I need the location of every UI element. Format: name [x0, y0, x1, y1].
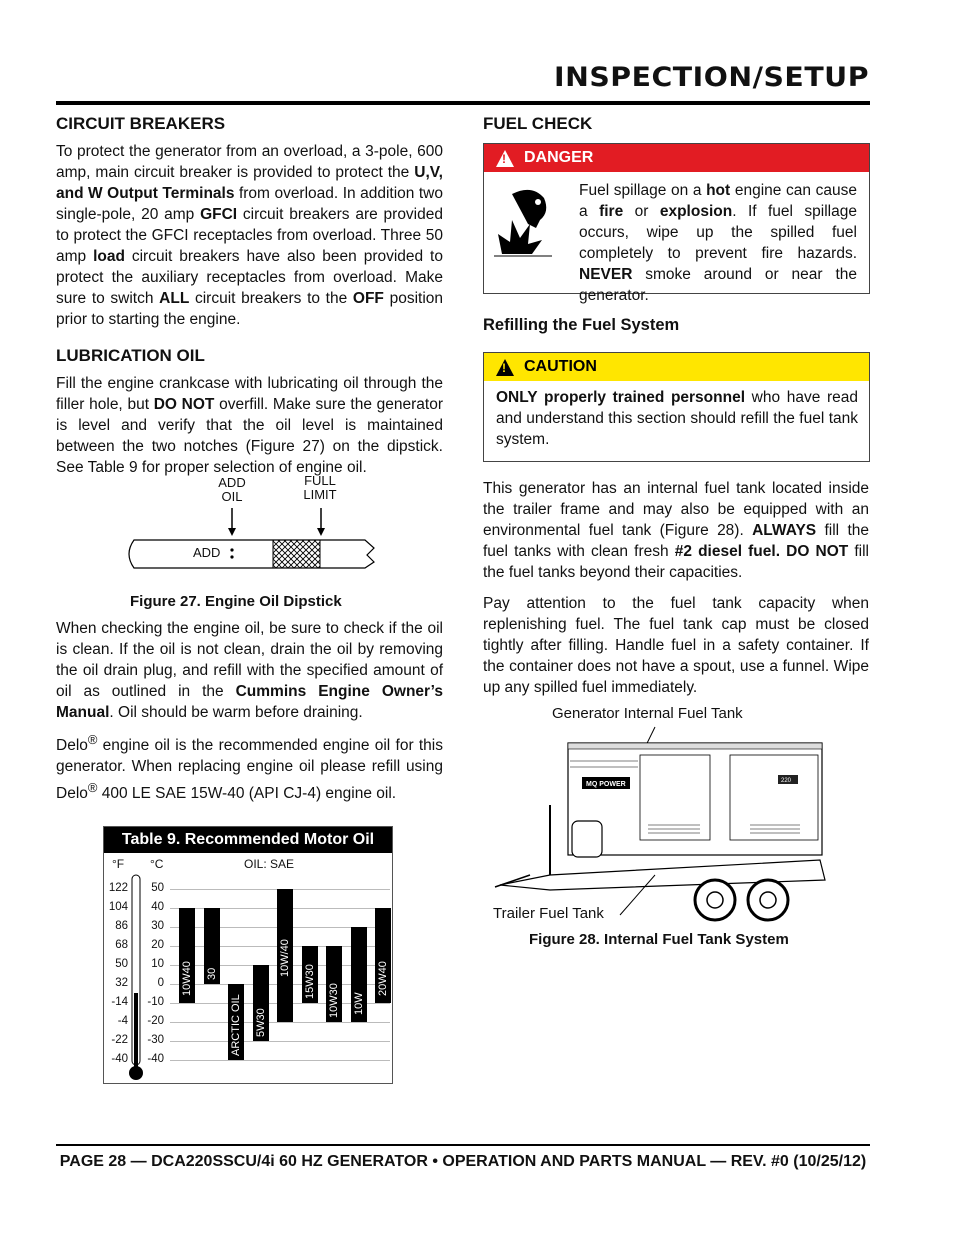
fuel-tank-text: This generator has an internal fuel tank located inside the trailer frame and may also be equipped with an environmental fuel tank (Figure 28). ALWAYS fill the fuel tanks with clean fresh #2 diesel fuel. DO NOT fill the fuel tanks beyond their capacities.	[483, 480, 869, 581]
celsius-tick: 20	[151, 939, 164, 951]
celsius-unit: °C	[150, 857, 164, 871]
dipstick-figure	[120, 472, 390, 582]
full-limit-label: FULL LIMIT	[303, 473, 337, 502]
oil-grade-label: 10W/40	[279, 939, 291, 977]
dipstick-drawing	[120, 472, 390, 582]
caution-bar	[484, 353, 869, 381]
fuel-text-block	[483, 478, 869, 698]
page-title: INSPECTION/SETUP	[553, 62, 869, 93]
celsius-tick: 30	[151, 920, 164, 932]
refilling-heading: Refilling the Fuel System	[483, 316, 680, 334]
explosion-icon	[492, 184, 562, 264]
figure-28-caption: Figure 28. Internal Fuel Tank System	[529, 931, 789, 948]
fahrenheit-tick: 32	[115, 977, 128, 989]
oil-check-text: When checking the engine oil, be sure to check if the oil is clean. If the oil is not clean, drain the oil by removing the oil drain plug, and refill with the specified amount of oil as outlined in the Cummins Engine Owner’s Manual. Oil should be warm before draining.	[56, 620, 443, 721]
left-column-lower	[56, 618, 443, 804]
fahrenheit-tick: -14	[111, 996, 128, 1008]
celsius-tick: -20	[147, 1015, 164, 1027]
oil-grade-label: 5W30	[254, 1008, 267, 1037]
page-footer: PAGE 28 — DCA220SSCU/4i 60 HZ GENERATOR • OPERATION AND PARTS MANUAL — REV. #0 (10/25/12)	[59, 1153, 867, 1170]
fahrenheit-tick: -4	[117, 1015, 128, 1027]
oil-grade-label: 30	[205, 967, 218, 980]
footer-rule	[56, 1144, 870, 1146]
oil-grade-label: ARCTIC OIL	[230, 994, 242, 1056]
motor-oil-table-title: Table 9. Recommended Motor Oil	[104, 827, 392, 853]
fahrenheit-tick: -40	[111, 1053, 128, 1065]
danger-label: DANGER	[524, 149, 594, 166]
caution-label: CAUTION	[524, 358, 597, 375]
oil-grade-label: 10W30	[328, 983, 340, 1018]
figure-27-caption: Figure 27. Engine Oil Dipstick	[130, 593, 342, 610]
celsius-tick: -40	[147, 1053, 164, 1065]
sae-label: OIL: SAE	[244, 857, 295, 871]
danger-bar	[484, 144, 869, 172]
fahrenheit-tick: 50	[115, 958, 128, 970]
oil-grade-label: 10W40	[181, 961, 193, 996]
oil-grade-label: 20W40	[377, 961, 389, 996]
delo-text: Delo® engine oil is the recommended engine oil for this generator. When replacing engine oil please refill using Delo® 400 LE SAE 15W-40 (API CJ-4) engine oil.	[56, 732, 443, 803]
add-oil-label: ADD OIL	[218, 475, 246, 504]
internal-tank-label: Generator Internal Fuel Tank	[552, 705, 743, 722]
danger-text: Fuel spillage on a hot engine can cause a fire or explosion. If fuel spillage occurs, wipe up the spilled fuel completely to prevent fire hazards. NEVER smoke around or near the generator.	[579, 182, 857, 304]
fahrenheit-tick: 104	[108, 901, 128, 913]
caution-icon: !	[496, 359, 514, 376]
lubrication-oil-heading: LUBRICATION OIL	[56, 346, 205, 365]
fahrenheit-unit: °F	[112, 857, 125, 871]
fahrenheit-tick: -22	[111, 1034, 128, 1046]
danger-box	[483, 143, 870, 304]
circuit-breakers-text: To protect the generator from an overload, a 3-pole, 600 amp, main circuit breaker is provided to protect the U,V, and W Output Terminals from overload. In addition two single-pole, 20 amp GFCI circuit breakers are provided to protect the GFCI receptacles from overload. Three 50 amp load circuit breakers have also been provided to protect the auxiliary receptacles from overload. Make sure to switch ALL circuit breakers to the OFF position prior to starting the engine.	[56, 143, 444, 328]
header-rule	[56, 101, 870, 105]
celsius-tick: 40	[151, 901, 164, 913]
generator-trailer-drawing	[490, 725, 830, 925]
caution-text: ONLY properly trained personnel who have read and understand this section should refill the fuel tank system.	[496, 389, 858, 448]
motor-oil-table	[103, 826, 393, 1084]
grid-line	[170, 1022, 390, 1023]
brand-text: MQ POWER	[586, 781, 626, 788]
celsius-tick: 50	[151, 882, 164, 894]
fahrenheit-tick: 86	[115, 920, 128, 932]
fahrenheit-tick: 68	[115, 939, 128, 951]
celsius-tick: -30	[147, 1034, 164, 1046]
refill-heading-wrap	[483, 316, 679, 335]
trailer-tank-label: Trailer Fuel Tank	[493, 905, 604, 922]
fuel-check-heading: FUEL CHECK	[483, 114, 593, 133]
oil-chart	[104, 853, 392, 1083]
left-column	[56, 114, 443, 478]
svg-text:220: 220	[781, 778, 792, 784]
celsius-tick: 10	[151, 958, 164, 970]
oil-grade-label: 15W30	[303, 964, 316, 999]
circuit-breakers-heading: CIRCUIT BREAKERS	[56, 114, 226, 133]
fuel-capacity-text: Pay attention to the fuel tank capacity when replenishing fuel. The fuel tank cap must be closed tightly after filling. Handle fuel in a safety container. If the container does not have a spout, use a funnel. Wipe up any spilled fuel immediately.	[483, 595, 869, 696]
right-column	[483, 114, 869, 134]
dipstick-add-label: ADD	[193, 545, 221, 560]
grid-line	[170, 1041, 390, 1042]
fahrenheit-tick: 122	[108, 882, 128, 894]
grid-line	[170, 1060, 390, 1061]
lubrication-oil-text: Fill the engine crankcase with lubricating oil through the filler hole, but DO NOT overfill. Make sure the generator is level and verify that the oil level is maintained between the two notches (Figure 27) on the dipstick. See Table 9 for proper selection of engine oil.	[56, 375, 444, 476]
celsius-tick: -10	[147, 996, 164, 1008]
caution-box	[483, 352, 870, 462]
oil-grade-label: 10W	[352, 992, 365, 1015]
warning-icon: !	[496, 150, 514, 167]
celsius-tick: 0	[157, 977, 164, 989]
